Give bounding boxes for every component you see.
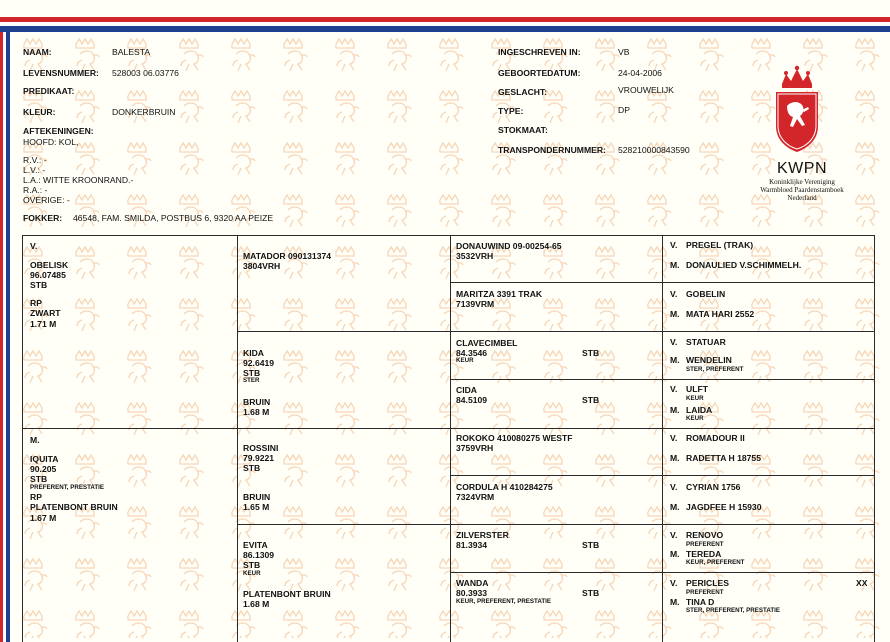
geboortedatum-value: 24-04-2006: [618, 68, 662, 78]
g4-v-label: V.: [670, 433, 678, 443]
g3-stb: STB: [582, 348, 600, 358]
dam-number: 90.205: [30, 464, 57, 474]
g2-color: BRUIN: [243, 397, 271, 407]
kwpn-name: KWPN: [777, 160, 827, 177]
g4-m-name: TEREDA: [686, 549, 722, 559]
g3-number: 84.3546: [456, 348, 488, 358]
g4-m-label: M.: [670, 309, 680, 319]
g4-v-name: RENOVO: [686, 530, 724, 540]
g4-v-predicates: PREFERENT: [686, 589, 724, 596]
g3-name: WANDA: [456, 578, 489, 588]
ra-value: R.A.: -: [23, 185, 48, 195]
g4-v-name: PERICLES: [686, 578, 729, 588]
dam-color: PLATENBONT BRUIN: [30, 502, 118, 512]
hoofd-value: HOOFD: KOL,: [23, 137, 79, 147]
g2-height: 1.65 M: [243, 502, 270, 512]
aftekeningen-label: AFTEKENINGEN:: [23, 126, 94, 136]
sire-stb: STB: [30, 280, 48, 290]
naam-value: BALESTA: [112, 47, 151, 57]
grid-e7-line: [450, 572, 874, 573]
grid-top-line: [22, 235, 874, 236]
geslacht-value: VROUWELIJK: [618, 85, 674, 95]
g3-name: DONAUWIND 09-00254-65: [456, 241, 562, 251]
g4-v-label: V.: [670, 289, 678, 299]
geslacht-label: GESLACHT:: [498, 87, 548, 97]
g4-m-predicates: STER, PREFERENT: [686, 366, 744, 373]
g4-v-predicates: PREFERENT: [686, 541, 724, 548]
g2-number: 79.9221: [243, 453, 275, 463]
g2-stb: STB: [243, 368, 261, 378]
g3-number: 80.3933: [456, 588, 488, 598]
grid-e5-line: [450, 475, 874, 476]
g4-m-predicates: KEUR: [686, 415, 704, 422]
kwpn-line3: Nederland: [787, 194, 817, 202]
dam-stb: STB: [30, 474, 48, 484]
grid-q3-line: [237, 524, 874, 525]
geboortedatum-label: GEBOORTEDATUM:: [498, 68, 581, 78]
g4-m-label: M.: [670, 597, 680, 607]
g3-number: 3532VRH: [456, 251, 494, 261]
grid-col3-line: [662, 235, 663, 642]
kleur-label: KLEUR:: [23, 107, 56, 117]
g4-m-label: M.: [670, 453, 680, 463]
border-stripe-blue: [0, 26, 890, 32]
g4-v-label: V.: [670, 578, 678, 588]
g2-predicates: STER: [243, 377, 260, 384]
g2-height: 1.68 M: [243, 599, 270, 609]
kwpn-line1: Koninklijke Vereniging: [769, 178, 835, 186]
ingeschreven-label: INGESCHREVEN IN:: [498, 47, 581, 57]
type-value: DP: [618, 105, 630, 115]
levensnummer-value: 528003 06.03776: [112, 68, 179, 78]
grid-q1-line: [237, 331, 874, 332]
g3-name: CLAVECIMBEL: [456, 338, 518, 348]
g4-m-name: JAGDFEE H 15930: [686, 502, 762, 512]
g4-v-label: V.: [670, 337, 678, 347]
sire-number: 96.07485: [30, 270, 66, 280]
g3-stb: STB: [582, 588, 600, 598]
fokker-label: FOKKER:: [23, 213, 63, 223]
lv-value: L.V.: -: [23, 165, 46, 175]
g3-number: 84.5109: [456, 395, 488, 405]
dam-extra: RP: [30, 492, 42, 502]
g4-v-name: STATUAR: [686, 337, 726, 347]
transponder-label: TRANSPONDERNUMMER:: [498, 145, 606, 155]
g4-m-name: DONAULIED V.SCHIMMELH.: [686, 260, 802, 270]
g2-name: EVITA: [243, 540, 268, 550]
g3-name: ROKOKO 410080275 WESTF: [456, 433, 573, 443]
dam-height: 1.67 M: [30, 513, 57, 523]
kwpn-line2: Warmbloed Paardenstamboek: [760, 186, 844, 194]
g4-v-label: V.: [670, 240, 678, 250]
g4-v-name: ULFT: [686, 384, 708, 394]
g4-v-label: V.: [670, 384, 678, 394]
g4-m-label: M.: [670, 355, 680, 365]
grid-e1-line: [450, 282, 874, 283]
g2-number: 92.6419: [243, 358, 275, 368]
g4-m-label: M.: [670, 502, 680, 512]
g3-stb: STB: [582, 395, 600, 405]
g2-color: BRUIN: [243, 492, 271, 502]
g3-number: 7139VRM: [456, 299, 495, 309]
g2-number: 3804VRH: [243, 261, 281, 271]
g4-m-label: M.: [670, 549, 680, 559]
g2-stb: STB: [243, 560, 261, 570]
g4-v-predicates: KEUR: [686, 395, 704, 402]
g4-v-name: ROMADOUR II: [686, 433, 745, 443]
g4-m-name: LAIDA: [686, 405, 713, 415]
grid-right-line: [874, 235, 875, 642]
g3-name: CIDA: [456, 385, 478, 395]
overige-value: OVERIGE: -: [23, 195, 70, 205]
g3-stb: STB: [582, 540, 600, 550]
g3-name: ZILVERSTER: [456, 530, 509, 540]
dam-predicates: PREFERENT, PRESTATIE: [30, 484, 105, 491]
g4-m-name: WENDELIN: [686, 355, 732, 365]
g4-m-name: TINA D: [686, 597, 715, 607]
g2-stb: STB: [243, 463, 261, 473]
g4-v-label: V.: [670, 482, 678, 492]
g4-m-label: M.: [670, 405, 680, 415]
sire-extra: RP: [30, 298, 42, 308]
g2-name: MATADOR 090131374: [243, 251, 332, 261]
grid-left-line: [22, 235, 23, 642]
dam-role: M.: [30, 435, 40, 445]
g3-predicates: KEUR: [456, 357, 474, 364]
g4-m-name: RADETTA H 18755: [686, 453, 761, 463]
grid-e3-line: [450, 379, 874, 380]
fokker-value: 46548, FAM. SMILDA, POSTBUS 6, 9320 AA PEIZE: [73, 213, 274, 223]
sire-role: V.: [30, 241, 38, 251]
g4-v-name: PREGEL (TRAK): [686, 240, 754, 250]
type-label: TYPE:: [498, 106, 524, 116]
kleur-value: DONKERBRUIN: [112, 107, 176, 117]
grid-col2-line: [450, 235, 451, 642]
sire-color: ZWART: [30, 308, 61, 318]
dam-name: IQUITA: [30, 454, 59, 464]
g3-predicates: KEUR, PREFERENT, PRESTATIE: [456, 598, 551, 605]
g2-predicates: KEUR: [243, 570, 261, 577]
g2-name: ROSSINI: [243, 443, 279, 453]
ingeschreven-value: VB: [618, 47, 630, 57]
levensnummer-label: LEVENSNUMMER:: [23, 68, 99, 78]
transponder-value: 528210000843590: [618, 145, 690, 155]
g4-v-name: GOBELIN: [686, 289, 726, 299]
watermark-pattern: [10, 34, 886, 638]
g2-color: PLATENBONT BRUIN: [243, 589, 331, 599]
kwpn-logo-text: [747, 160, 857, 202]
naam-label: NAAM:: [23, 47, 52, 57]
stokmaat-label: STOKMAAT:: [498, 125, 548, 135]
g3-number: 7324VRM: [456, 492, 495, 502]
grid-col1-line: [237, 235, 238, 642]
kwpn-logo-crest: [772, 64, 822, 156]
g4-mark: XX: [856, 578, 868, 588]
g4-m-predicates: STER, PREFERENT, PRESTATIE: [686, 607, 780, 614]
g3-name: MARITZA 3391 TRAK: [456, 289, 543, 299]
g2-number: 86.1309: [243, 550, 275, 560]
sire-name: OBELISK: [30, 260, 69, 270]
g3-number: 3759VRH: [456, 443, 494, 453]
rv-value: R.V.: -: [23, 155, 47, 165]
g4-v-label: V.: [670, 530, 678, 540]
grid-mid-line: [22, 428, 874, 429]
sire-height: 1.71 M: [30, 319, 57, 329]
g3-number: 81.3934: [456, 540, 488, 550]
g4-v-name: CYRIAN 1756: [686, 482, 741, 492]
la-value: L.A.: WITTE KROONRAND.-: [23, 175, 134, 185]
g2-height: 1.68 M: [243, 407, 270, 417]
predikaat-label: PREDIKAAT:: [23, 86, 75, 96]
g4-m-name: MATA HARI 2552: [686, 309, 755, 319]
g4-m-predicates: KEUR, PREFERENT: [686, 559, 745, 566]
g4-m-label: M.: [670, 260, 680, 270]
g2-name: KIDA: [243, 348, 265, 358]
g3-name: CORDULA H 410284275: [456, 482, 553, 492]
